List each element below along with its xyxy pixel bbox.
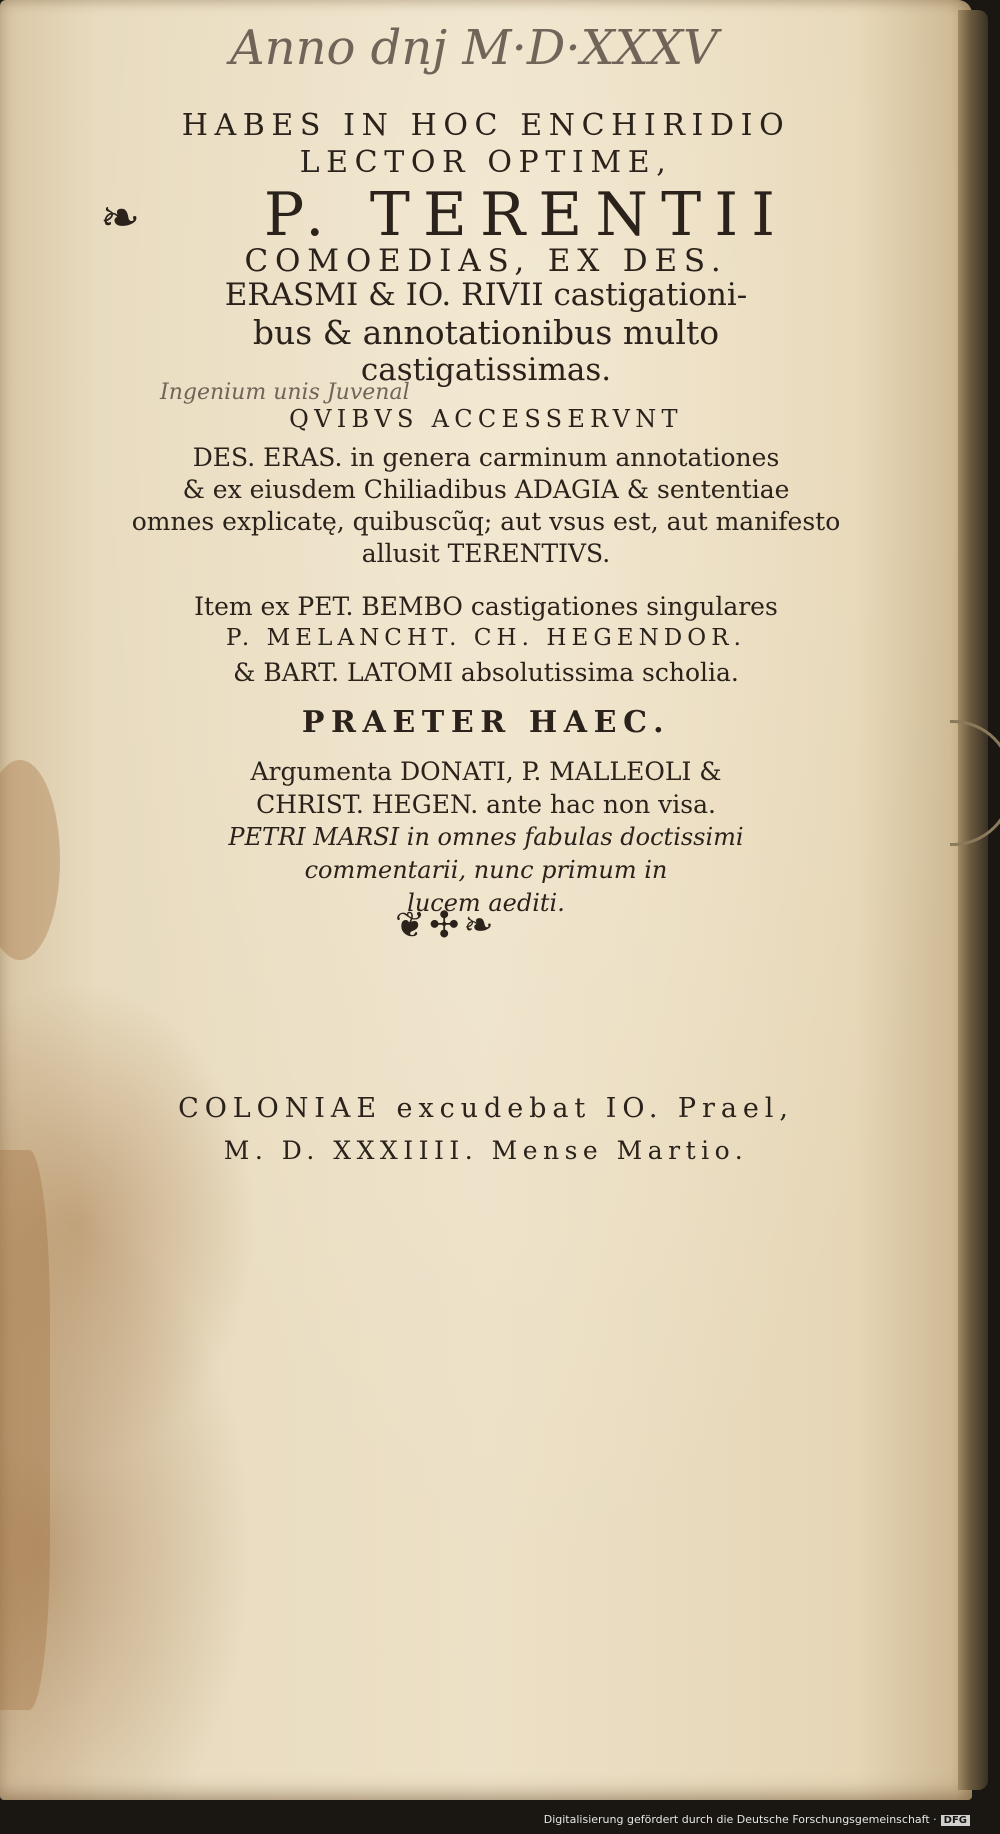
title-line-5: ERASMI & IO. RIVII castigationi- (224, 277, 748, 313)
handwritten-date-note: Anno dnj M·D·XXXV (230, 20, 718, 76)
section1-line-3: omnes explicatę, quibuscũq; aut vsus est, aut manifesto (131, 507, 841, 536)
section1-line-2: & ex eiusdem Chiliadibus ADAGIA & sententiae (182, 475, 790, 504)
section3-line-4: commentarii, nunc primum in (304, 856, 668, 884)
imprint-line-1: COLONIAE excudebat IO. Prael, (178, 1093, 794, 1124)
digitization-credit (544, 1813, 970, 1826)
section1-heading: QVIBVS ACCESSERVNT (289, 405, 683, 433)
bookmark-ribbon (950, 720, 1000, 846)
paper-stain (0, 1150, 50, 1710)
handwritten-margin-note: Ingenium unis Juvenal (160, 380, 410, 405)
section3-line-2: CHRIST. HEGEN. ante hac non visa. (256, 790, 716, 819)
section2-line-1: Item ex PET. BEMBO castigationes singulares (194, 592, 778, 621)
section3-line-3: PETRI MARSI in omnes fabulas doctissimi (228, 823, 744, 851)
section3-heading: PRAETER HAEC. (301, 705, 671, 740)
section1-line-4: allusit TERENTIVS. (361, 539, 611, 568)
dfg-logo-icon: DFG (941, 1815, 970, 1826)
section1-line-1: DES. ERAS. in genera carminum annotationes (192, 443, 780, 472)
section3-line-1: Argumenta DONATI, P. MALLEOLI & (250, 757, 722, 786)
section3-line-5: lucem aediti. (407, 889, 565, 917)
title-line-2: LECTOR OPTIME, (299, 145, 673, 180)
imprint-line-2: M. D. XXXIIII. Mense Martio. (223, 1136, 749, 1165)
section2-line-3: & BART. LATOMI absolutissima scholia. (233, 658, 739, 687)
title-line-7: castigatissimas. (360, 352, 612, 388)
title-line-6: bus & annotationibus multo (252, 313, 720, 352)
page-edge (958, 10, 988, 1790)
title-line-4: COMOEDIAS, EX DES. (244, 243, 728, 279)
fleuron-ornament-icon: ❧ (100, 190, 141, 246)
credit-text: Digitalisierung gefördert durch die Deutsche Forschungsgemeinschaft · (543, 1813, 937, 1826)
fleuron-tailpiece-icon: ❦✣❧ (395, 905, 498, 946)
title-main-terentii: P. TERENTII (263, 180, 789, 250)
section2-line-2: P. MELANCHT. CH. HEGENDOR. (226, 625, 746, 651)
title-line-1: HABES IN HOC ENCHIRIDIO (181, 108, 791, 143)
